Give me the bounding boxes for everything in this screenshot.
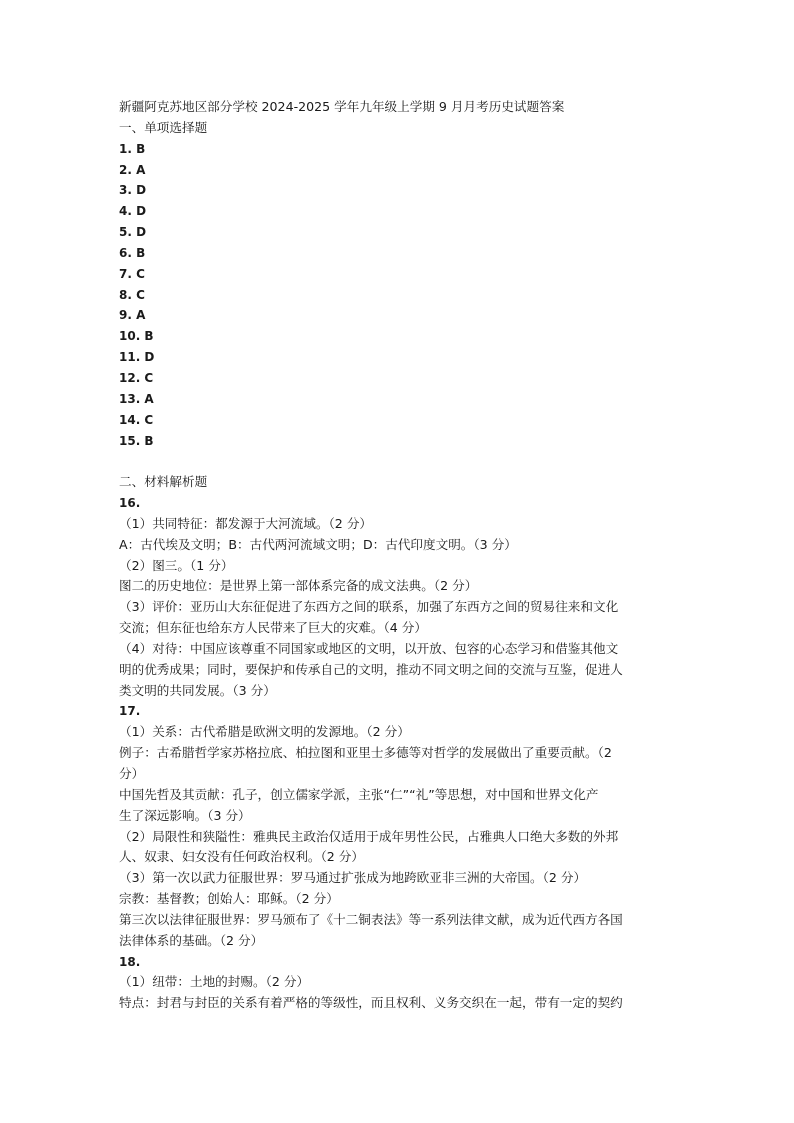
answer-text-line: （3）评价：亚历山大东征促进了东西方之间的联系，加强了东西方之间的贸易往来和文化 [119,599,619,615]
answer-text-line: 生了深远影响。（3 分） [119,807,251,823]
answer-text-line: （2）局限性和狭隘性：雅典民主政治仅适用于成年男性公民，占雅典人口绝大多数的外邦 [119,828,619,844]
answer-text-line: 法律体系的基础。（2 分） [119,932,264,948]
answer-item: 4. D [119,204,147,219]
answer-text-line: 特点：封君与封臣的关系有着严格的等级性，而且权利、义务交织在一起，带有一定的契约 [119,995,623,1011]
answer-text-line: （3）第一次以武力征服世界：罗马通过扩张成为地跨欧亚非三洲的大帝国。（2 分） [119,870,587,886]
answer-item: 14. C [119,412,154,427]
answer-list [119,139,679,452]
answer-item: 13. A [119,391,154,406]
answer-item: 9. A [119,308,146,323]
answer-text-line: 分） [119,766,145,781]
answer-text-line: （1）共同特征：都发源于大河流域。（2 分） [119,515,373,531]
answer-item: 15. B [119,433,154,448]
answer-text-line: 中国先哲及其贡献：孔子，创立儒家学派，主张“仁”“礼”等思想，对中国和世界文化产 [119,786,599,802]
answer-item: 5. D [119,225,147,240]
answer-text-line: 类文明的共同发展。（3 分） [119,682,276,698]
answer-document [119,97,679,1014]
answer-item: 1. B [119,141,146,156]
answer-item: 3. D [119,183,147,198]
section1-heading: 一、单项选择题 [119,119,208,135]
answer-text-line: （1）关系：古代希腊是欧洲文明的发源地。（2 分） [119,724,410,740]
answer-text-line: 图二的历史地位：是世界上第一部体系完备的成文法典。（2 分） [119,578,478,594]
answer-item: 2. A [119,162,146,177]
answer-text-line: 例子：古希腊哲学家苏格拉底、柏拉图和亚里士多德等对哲学的发展做出了重要贡献。（2 [119,745,612,761]
answer-text-line: 宗教：基督教；创始人：耶稣。（2 分） [119,891,339,907]
answer-item: 10. B [119,329,154,344]
answer-item: 11. D [119,350,155,365]
section2-content [119,493,679,1014]
answer-text-line: （1）纽带：土地的封赐。（2 分） [119,974,310,990]
section2-heading: 二、材料解析题 [119,474,208,490]
document-title: 新疆阿克苏地区部分学校 2024-2025 学年九年级上学期 9 月月考历史试题答案 [119,99,565,114]
question-number: 17. [119,704,141,719]
answer-text-line: 人、奴隶、妇女没有任何政治权利。（2 分） [119,849,364,865]
answer-text-line: 明的优秀成果；同时，要保护和传承自己的文明，推动不同文明之间的交流与互鉴，促进人 [119,661,623,677]
answer-text-line: （2）图三。（1 分） [119,557,234,573]
spacer [119,451,679,472]
answer-text-line: A：古代埃及文明；B：古代两河流域文明；D：古代印度文明。（3 分） [119,536,517,552]
answer-item: 6. B [119,245,146,260]
answer-item: 8. C [119,287,145,302]
answer-item: 7. C [119,266,145,281]
answer-text-line: （4）对待：中国应该尊重不同国家或地区的文明，以开放、包容的心态学习和借鉴其他文 [119,640,619,656]
answer-item: 12. C [119,370,154,385]
question-number: 18. [119,954,141,969]
answer-text-line: 第三次以法律征服世界：罗马颁布了《十二铜表法》等一系列法律文献，成为近代西方各国 [119,911,623,927]
answer-text-line: 交流；但东征也给东方人民带来了巨大的灾难。（4 分） [119,620,427,636]
question-number: 16. [119,496,141,511]
